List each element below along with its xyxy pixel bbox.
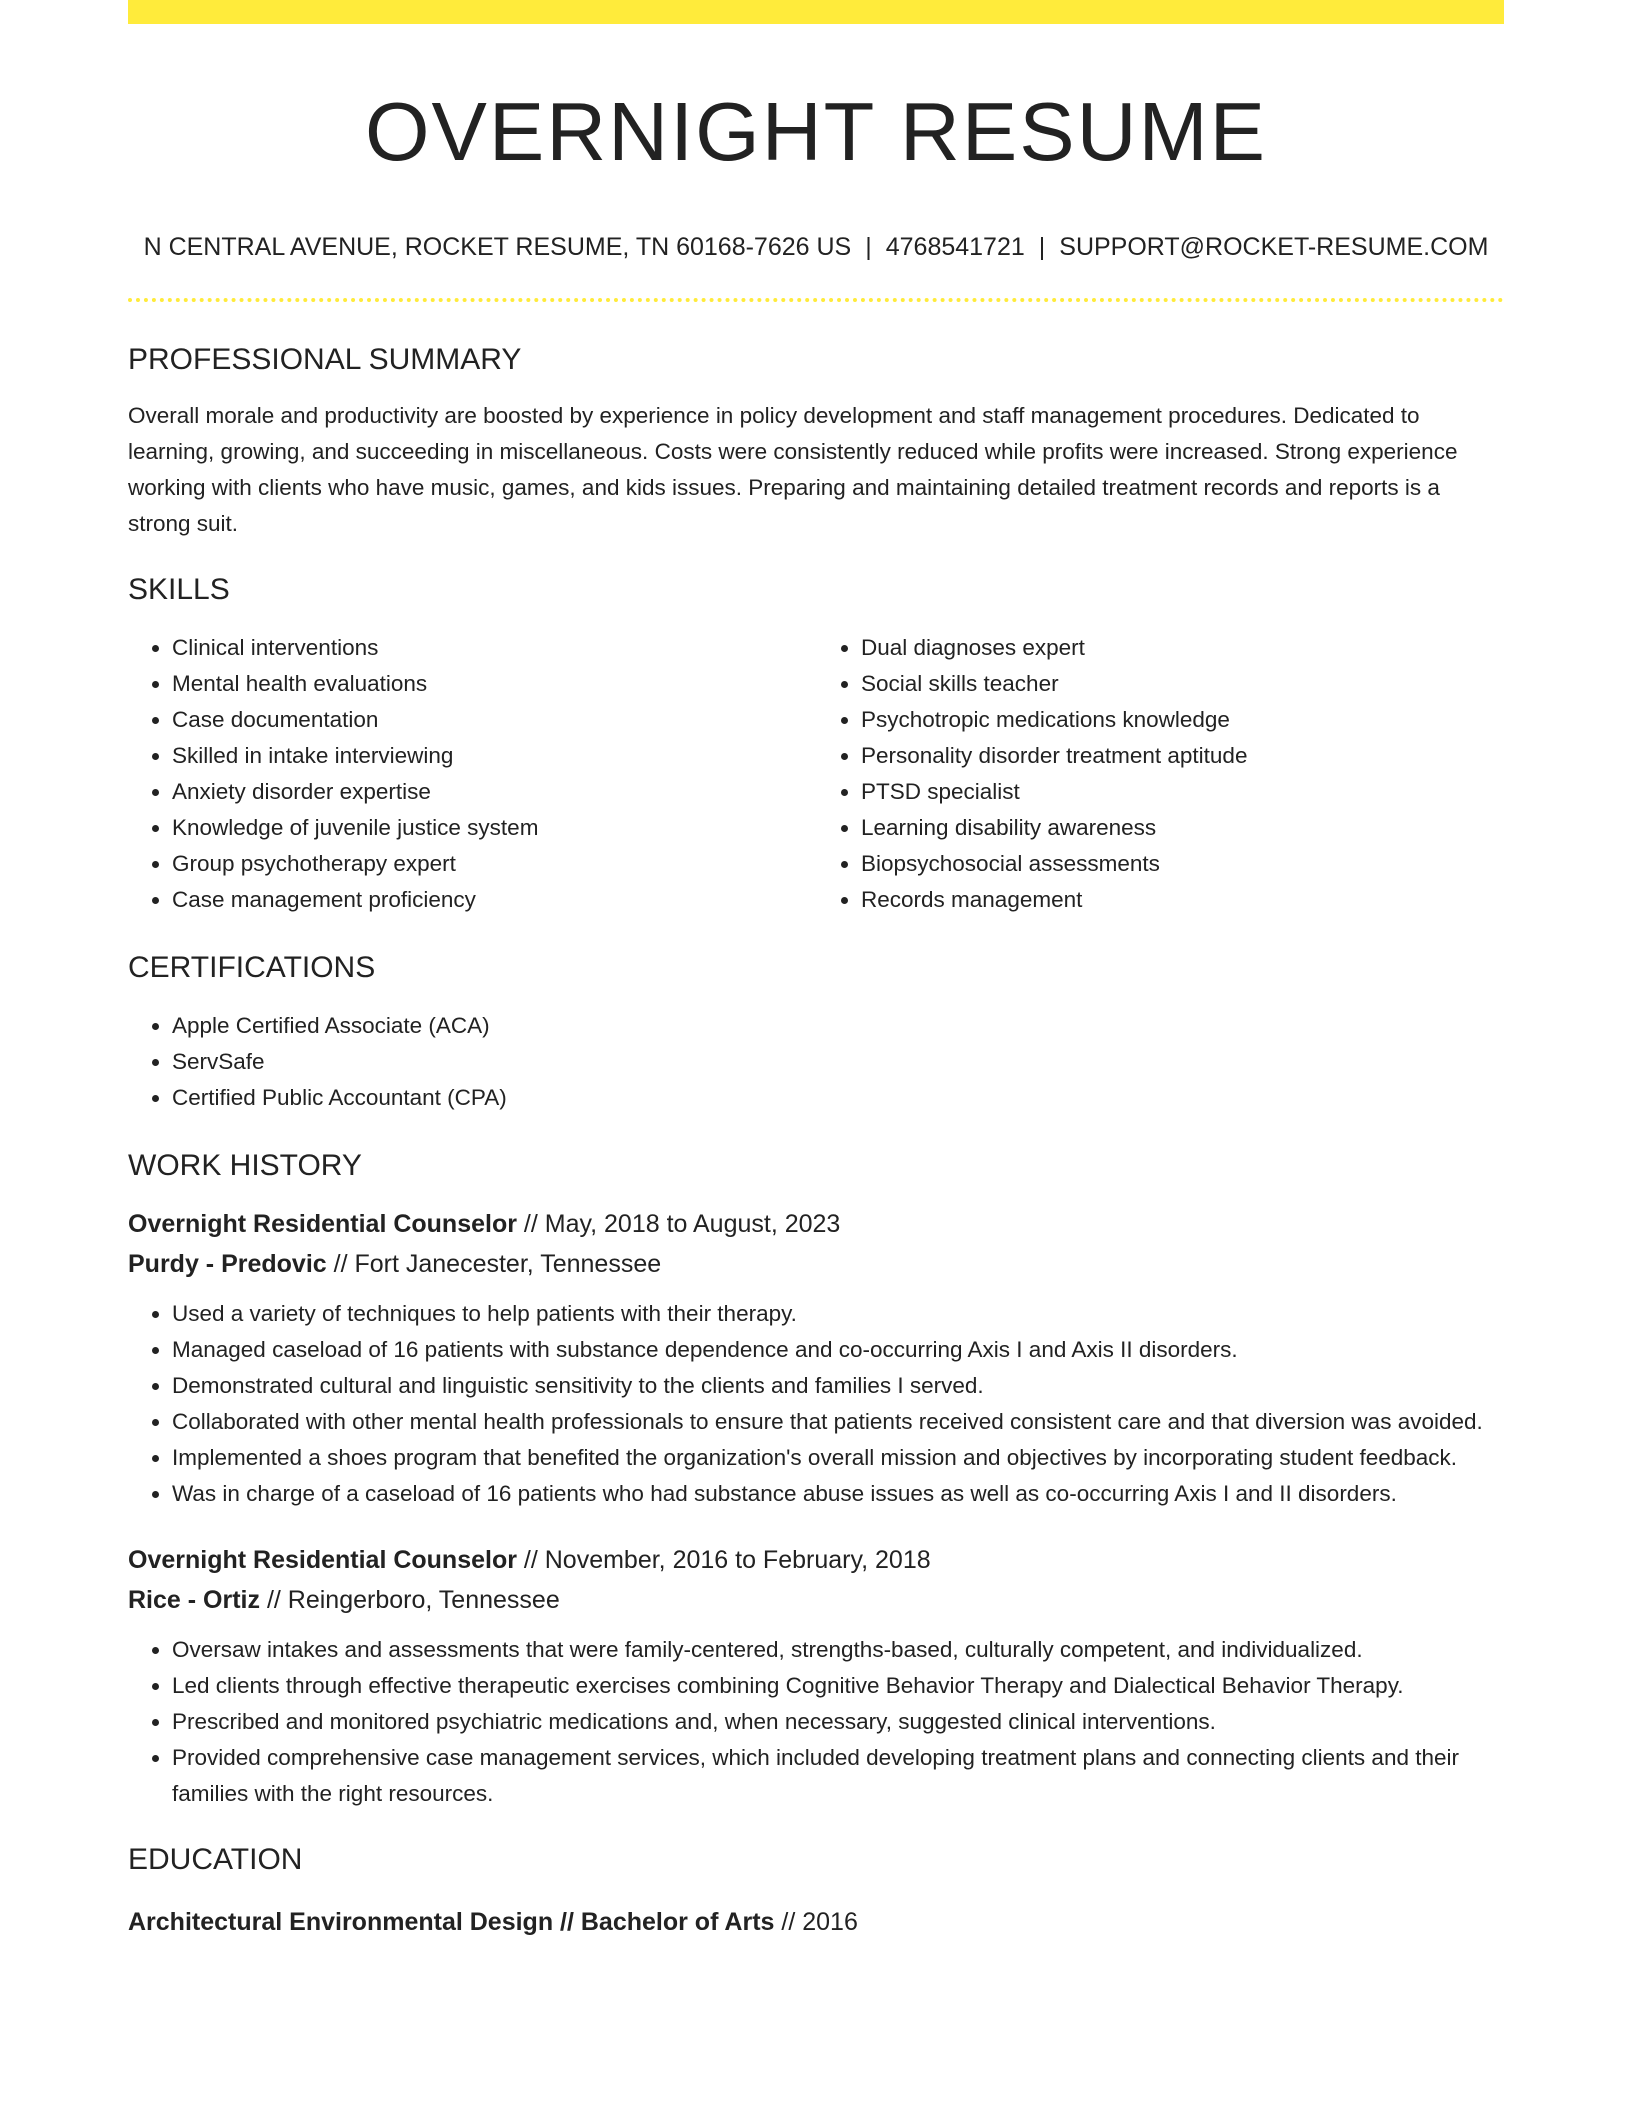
- job-bullet: • Used a variety of techniques to help patients with their therapy.: [172, 1296, 1504, 1332]
- job-company-line: [128, 1580, 1504, 1620]
- skill-item: • Clinical interventions: [172, 630, 815, 666]
- education-entry: [128, 1904, 1504, 1940]
- job-bullet: • Was in charge of a caseload of 16 patients who had substance abuse issues as well as co-occurring Axis I and II disorders.: [172, 1476, 1504, 1512]
- job-bullet: • Managed caseload of 16 patients with substance dependence and co-occurring Axis I and Axis II disorders.: [172, 1332, 1504, 1368]
- resume-name: OVERNIGHT RESUME: [364, 85, 1268, 178]
- job-bullet: • Led clients through effective therapeutic exercises combining Cognitive Behavior Therapy and Dialectical Behavior Therapy.: [172, 1668, 1504, 1704]
- summary-text: Overall morale and productivity are boosted by experience in policy development and staff management procedures. Dedicated to learning, growing, and succeeding in miscellaneous. Costs were consistently reduced while profits were increased. Strong experience working with clients who have music, games, and kids issues. Preparing and maintaining detailed treatment records and reports is a strong suit.: [128, 403, 1458, 536]
- job-company: Rice - Ortiz: [128, 1586, 260, 1614]
- job-bullet: • Oversaw intakes and assessments that were family-centered, strengths-based, culturally competent, and individualized.: [172, 1632, 1504, 1668]
- job-bullet: • Prescribed and monitored psychiatric medications and, when necessary, suggested clinical interventions.: [172, 1704, 1504, 1740]
- job-role-line: [128, 1540, 1504, 1580]
- job-role: Overnight Residential Counselor: [128, 1210, 517, 1238]
- skills-heading: SKILLS: [128, 573, 230, 606]
- skill-item: • Case management proficiency: [172, 882, 815, 918]
- certification-item: • Certified Public Accountant (CPA): [172, 1080, 1504, 1116]
- skill-item: • Social skills teacher: [861, 666, 1504, 702]
- contact-separator: |: [1038, 233, 1046, 261]
- job-entry: [128, 1540, 1504, 1812]
- education-degree: Architectural Environmental Design // Bachelor of Arts: [128, 1908, 775, 1936]
- dotted-divider: [128, 298, 1504, 302]
- job-bullet-list: [128, 1632, 1504, 1812]
- contact-phone: 4768541721: [885, 233, 1025, 261]
- job-dates: // May, 2018 to August, 2023: [523, 1210, 841, 1238]
- summary-heading: PROFESSIONAL SUMMARY: [128, 343, 522, 376]
- certifications-list: [128, 1008, 1504, 1116]
- work-history-heading: WORK HISTORY: [128, 1149, 362, 1182]
- job-bullet: • Implemented a shoes program that benefited the organization's overall mission and objectives by incorporating student feedback.: [172, 1440, 1504, 1476]
- contact-email: SUPPORT@ROCKET-RESUME.COM: [1059, 233, 1489, 261]
- job-bullet: • Provided comprehensive case management services, which included developing treatment plans and connecting clients and their families with the right resources.: [172, 1740, 1504, 1812]
- job-location: // Reingerboro, Tennessee: [266, 1586, 560, 1614]
- skill-item: • Dual diagnoses expert: [861, 630, 1504, 666]
- skill-item: • Biopsychosocial assessments: [861, 846, 1504, 882]
- skills-list-right: [815, 630, 1504, 918]
- contact-address: N CENTRAL AVENUE, ROCKET RESUME, TN 60168-7626 US: [143, 233, 852, 261]
- contact-line: [128, 232, 1504, 262]
- job-entry: [128, 1204, 1504, 1512]
- skill-item: • Records management: [861, 882, 1504, 918]
- skill-item: • Group psychotherapy expert: [172, 846, 815, 882]
- skill-item: • Case documentation: [172, 702, 815, 738]
- skill-item: • Learning disability awareness: [861, 810, 1504, 846]
- skill-item: • Skilled in intake interviewing: [172, 738, 815, 774]
- certifications-heading: CERTIFICATIONS: [128, 951, 376, 984]
- job-location: // Fort Janecester, Tennessee: [333, 1250, 662, 1278]
- job-bullet-list: [128, 1296, 1504, 1512]
- skill-item: • Personality disorder treatment aptitude: [861, 738, 1504, 774]
- job-company-line: [128, 1244, 1504, 1284]
- job-role: Overnight Residential Counselor: [128, 1546, 517, 1574]
- certification-item: • ServSafe: [172, 1044, 1504, 1080]
- skills-columns: [128, 630, 1504, 918]
- job-bullet: • Collaborated with other mental health professionals to ensure that patients received consistent care and that diversion was avoided.: [172, 1404, 1504, 1440]
- resume-page: [128, 0, 1504, 1940]
- job-bullet: • Demonstrated cultural and linguistic sensitivity to the clients and families I served.: [172, 1368, 1504, 1404]
- skill-item: • Knowledge of juvenile justice system: [172, 810, 815, 846]
- skill-item: • Anxiety disorder expertise: [172, 774, 815, 810]
- job-role-line: [128, 1204, 1504, 1244]
- job-dates: // November, 2016 to February, 2018: [523, 1546, 931, 1574]
- skill-item: • Psychotropic medications knowledge: [861, 702, 1504, 738]
- skill-item: • Mental health evaluations: [172, 666, 815, 702]
- education-heading: EDUCATION: [128, 1843, 303, 1876]
- contact-separator: |: [865, 233, 872, 261]
- certification-item: • Apple Certified Associate (ACA): [172, 1008, 1504, 1044]
- skill-item: • PTSD specialist: [861, 774, 1504, 810]
- top-accent-bar: [128, 0, 1504, 24]
- education-year: // 2016: [781, 1908, 858, 1936]
- skills-list-left: [128, 630, 815, 918]
- job-company: Purdy - Predovic: [128, 1250, 327, 1278]
